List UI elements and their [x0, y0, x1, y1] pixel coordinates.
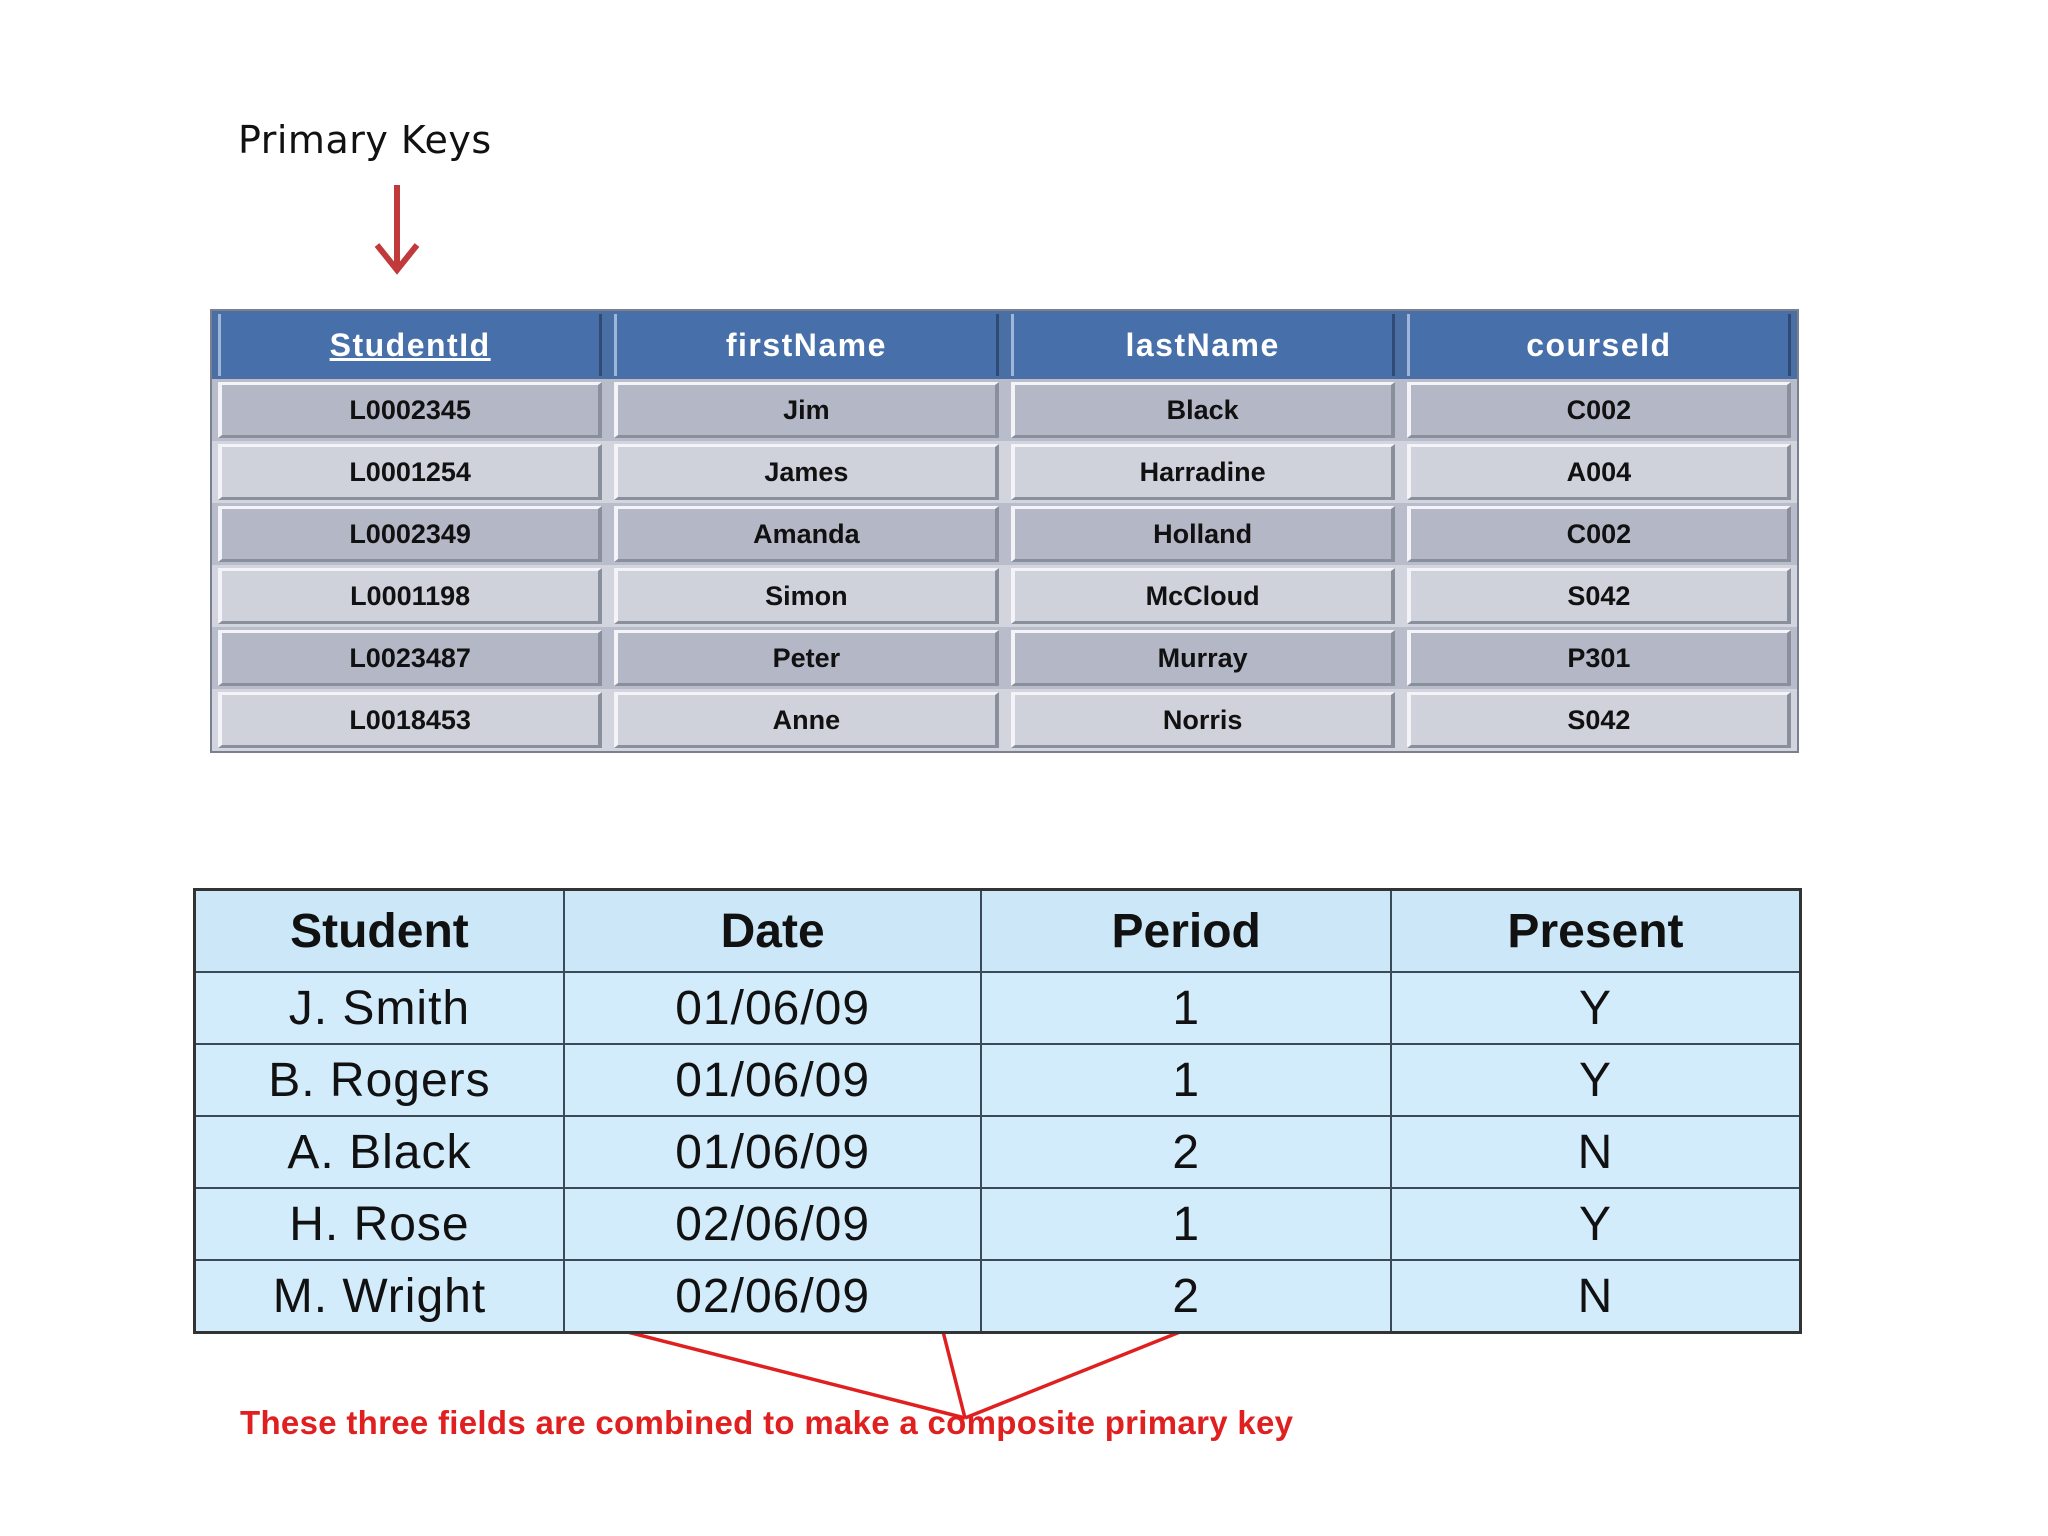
header-present: Present [1391, 890, 1801, 973]
cell: Amanda [608, 503, 1004, 565]
table-row [212, 503, 1797, 565]
cell: Jim [608, 379, 1004, 441]
cell: M. Wright [195, 1260, 564, 1333]
cell: Peter [608, 627, 1004, 689]
cell: Black [1005, 379, 1401, 441]
cell: N [1391, 1260, 1801, 1333]
cell: Norris [1005, 689, 1401, 751]
cell: C002 [1401, 503, 1797, 565]
cell: 01/06/09 [564, 1116, 982, 1188]
cell: P301 [1401, 627, 1797, 689]
cell: 02/06/09 [564, 1260, 982, 1333]
cell: Holland [1005, 503, 1401, 565]
cell: L0023487 [212, 627, 608, 689]
cell: 1 [981, 1044, 1391, 1116]
attendance-table [193, 888, 1802, 1334]
cell: Simon [608, 565, 1004, 627]
header-firstname: firstName [608, 311, 1004, 379]
cell: Murray [1005, 627, 1401, 689]
students-header-row [212, 311, 1797, 379]
header-student: Student [195, 890, 564, 973]
table-row [212, 565, 1797, 627]
composite-key-note: These three fields are combined to make a composite primary key [240, 1404, 1294, 1441]
cell: Harradine [1005, 441, 1401, 503]
header-courseid: courseId [1401, 311, 1797, 379]
cell: L0001198 [212, 565, 608, 627]
table-row [195, 1260, 1801, 1333]
header-studentid [212, 311, 608, 379]
cell: A. Black [195, 1116, 564, 1188]
cell: 1 [981, 972, 1391, 1044]
table-row [212, 379, 1797, 441]
cell: J. Smith [195, 972, 564, 1044]
cell: B. Rogers [195, 1044, 564, 1116]
header-studentid-text: StudentId [329, 326, 491, 363]
primary-key-arrow-icon [377, 185, 417, 270]
cell: Y [1391, 1188, 1801, 1260]
cell: 02/06/09 [564, 1188, 982, 1260]
cell: H. Rose [195, 1188, 564, 1260]
students-table [210, 309, 1799, 753]
cell: A004 [1401, 441, 1797, 503]
cell: Anne [608, 689, 1004, 751]
table-row [212, 627, 1797, 689]
cell: L0001254 [212, 441, 608, 503]
table-row [195, 972, 1801, 1044]
cell: 01/06/09 [564, 972, 982, 1044]
cell: N [1391, 1116, 1801, 1188]
table-row [212, 441, 1797, 503]
cell: 2 [981, 1116, 1391, 1188]
cell: 2 [981, 1260, 1391, 1333]
header-lastname: lastName [1005, 311, 1401, 379]
cell: S042 [1401, 565, 1797, 627]
cell: James [608, 441, 1004, 503]
cell: McCloud [1005, 565, 1401, 627]
header-date: Date [564, 890, 982, 973]
cell: L0018453 [212, 689, 608, 751]
cell: C002 [1401, 379, 1797, 441]
cell: L0002349 [212, 503, 608, 565]
table-row [195, 1188, 1801, 1260]
cell: L0002345 [212, 379, 608, 441]
table-row [195, 1116, 1801, 1188]
cell: 1 [981, 1188, 1391, 1260]
cell: Y [1391, 972, 1801, 1044]
primary-keys-label: Primary Keys [238, 118, 492, 162]
table-row [212, 689, 1797, 751]
header-period: Period [981, 890, 1391, 973]
attendance-header-row [195, 890, 1801, 973]
table-row [195, 1044, 1801, 1116]
cell: 01/06/09 [564, 1044, 982, 1116]
cell: S042 [1401, 689, 1797, 751]
cell: Y [1391, 1044, 1801, 1116]
